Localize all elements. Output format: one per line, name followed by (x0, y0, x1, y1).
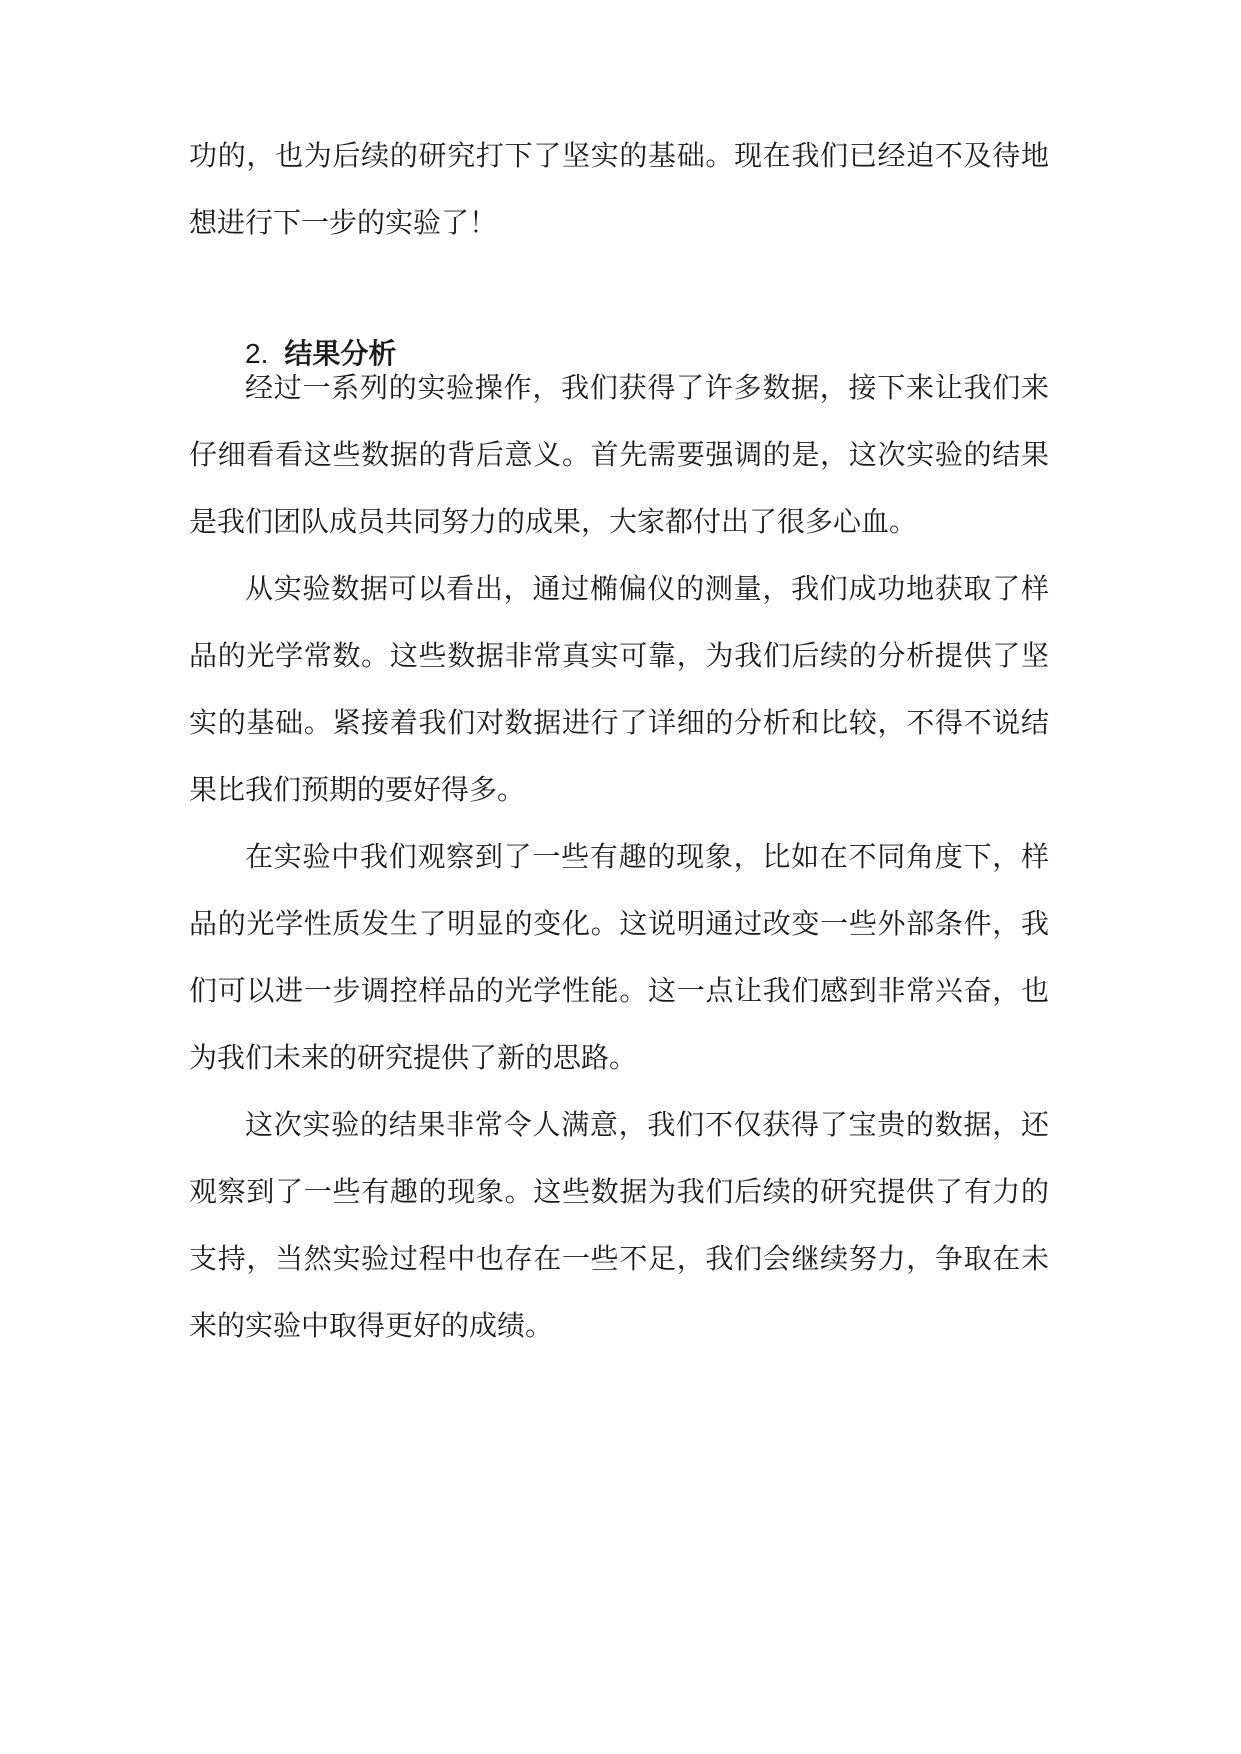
paragraph-line: 经过一系列的实验操作，我们获得了许多数据，接下来让我们来 (245, 371, 1049, 404)
paragraph-line: 功的，也为后续的研究打下了坚实的基础。现在我们已经迫不及待地 (189, 139, 1049, 172)
paragraph-line: 在实验中我们观察到了一些有趣的现象，比如在不同角度下，样 (245, 840, 1049, 873)
paragraph-line: 这次实验的结果非常令人满意，我们不仅获得了宝贵的数据，还 (245, 1108, 1049, 1141)
section-title: 结果分析 (284, 337, 397, 370)
paragraph-line: 是我们团队成员共同努力的成果，大家都付出了很多心血。 (189, 505, 918, 538)
paragraph-line: 品的光学性质发生了明显的变化。这说明通过改变一些外部条件，我 (189, 907, 1049, 940)
paragraph-line: 实的基础。紧接着我们对数据进行了详细的分析和比较，不得不说结 (189, 706, 1049, 739)
paragraph-line: 支持，当然实验过程中也存在一些不足，我们会继续努力，争取在未 (189, 1242, 1049, 1275)
paragraph-line: 为我们未来的研究提供了新的思路。 (189, 1041, 638, 1074)
paragraph-line: 果比我们预期的要好得多。 (189, 773, 526, 806)
paragraph-line: 品的光学常数。这些数据非常真实可靠，为我们后续的分析提供了坚 (189, 639, 1049, 672)
paragraph-line: 观察到了一些有趣的现象。这些数据为我们后续的研究提供了有力的 (189, 1175, 1049, 1208)
paragraph-line: 们可以进一步调控样品的光学性能。这一点让我们感到非常兴奋，也 (189, 974, 1049, 1007)
paragraph-line: 从实验数据可以看出，通过椭偏仪的测量，我们成功地获取了样 (245, 572, 1049, 605)
paragraph-line: 来的实验中取得更好的成绩。 (189, 1309, 554, 1342)
paragraph-line: 想进行下一步的实验了！ (189, 206, 498, 239)
paragraph-line: 仔细看看这些数据的背后意义。首先需要强调的是，这次实验的结果 (189, 438, 1049, 471)
section-number: 2. (245, 338, 269, 369)
